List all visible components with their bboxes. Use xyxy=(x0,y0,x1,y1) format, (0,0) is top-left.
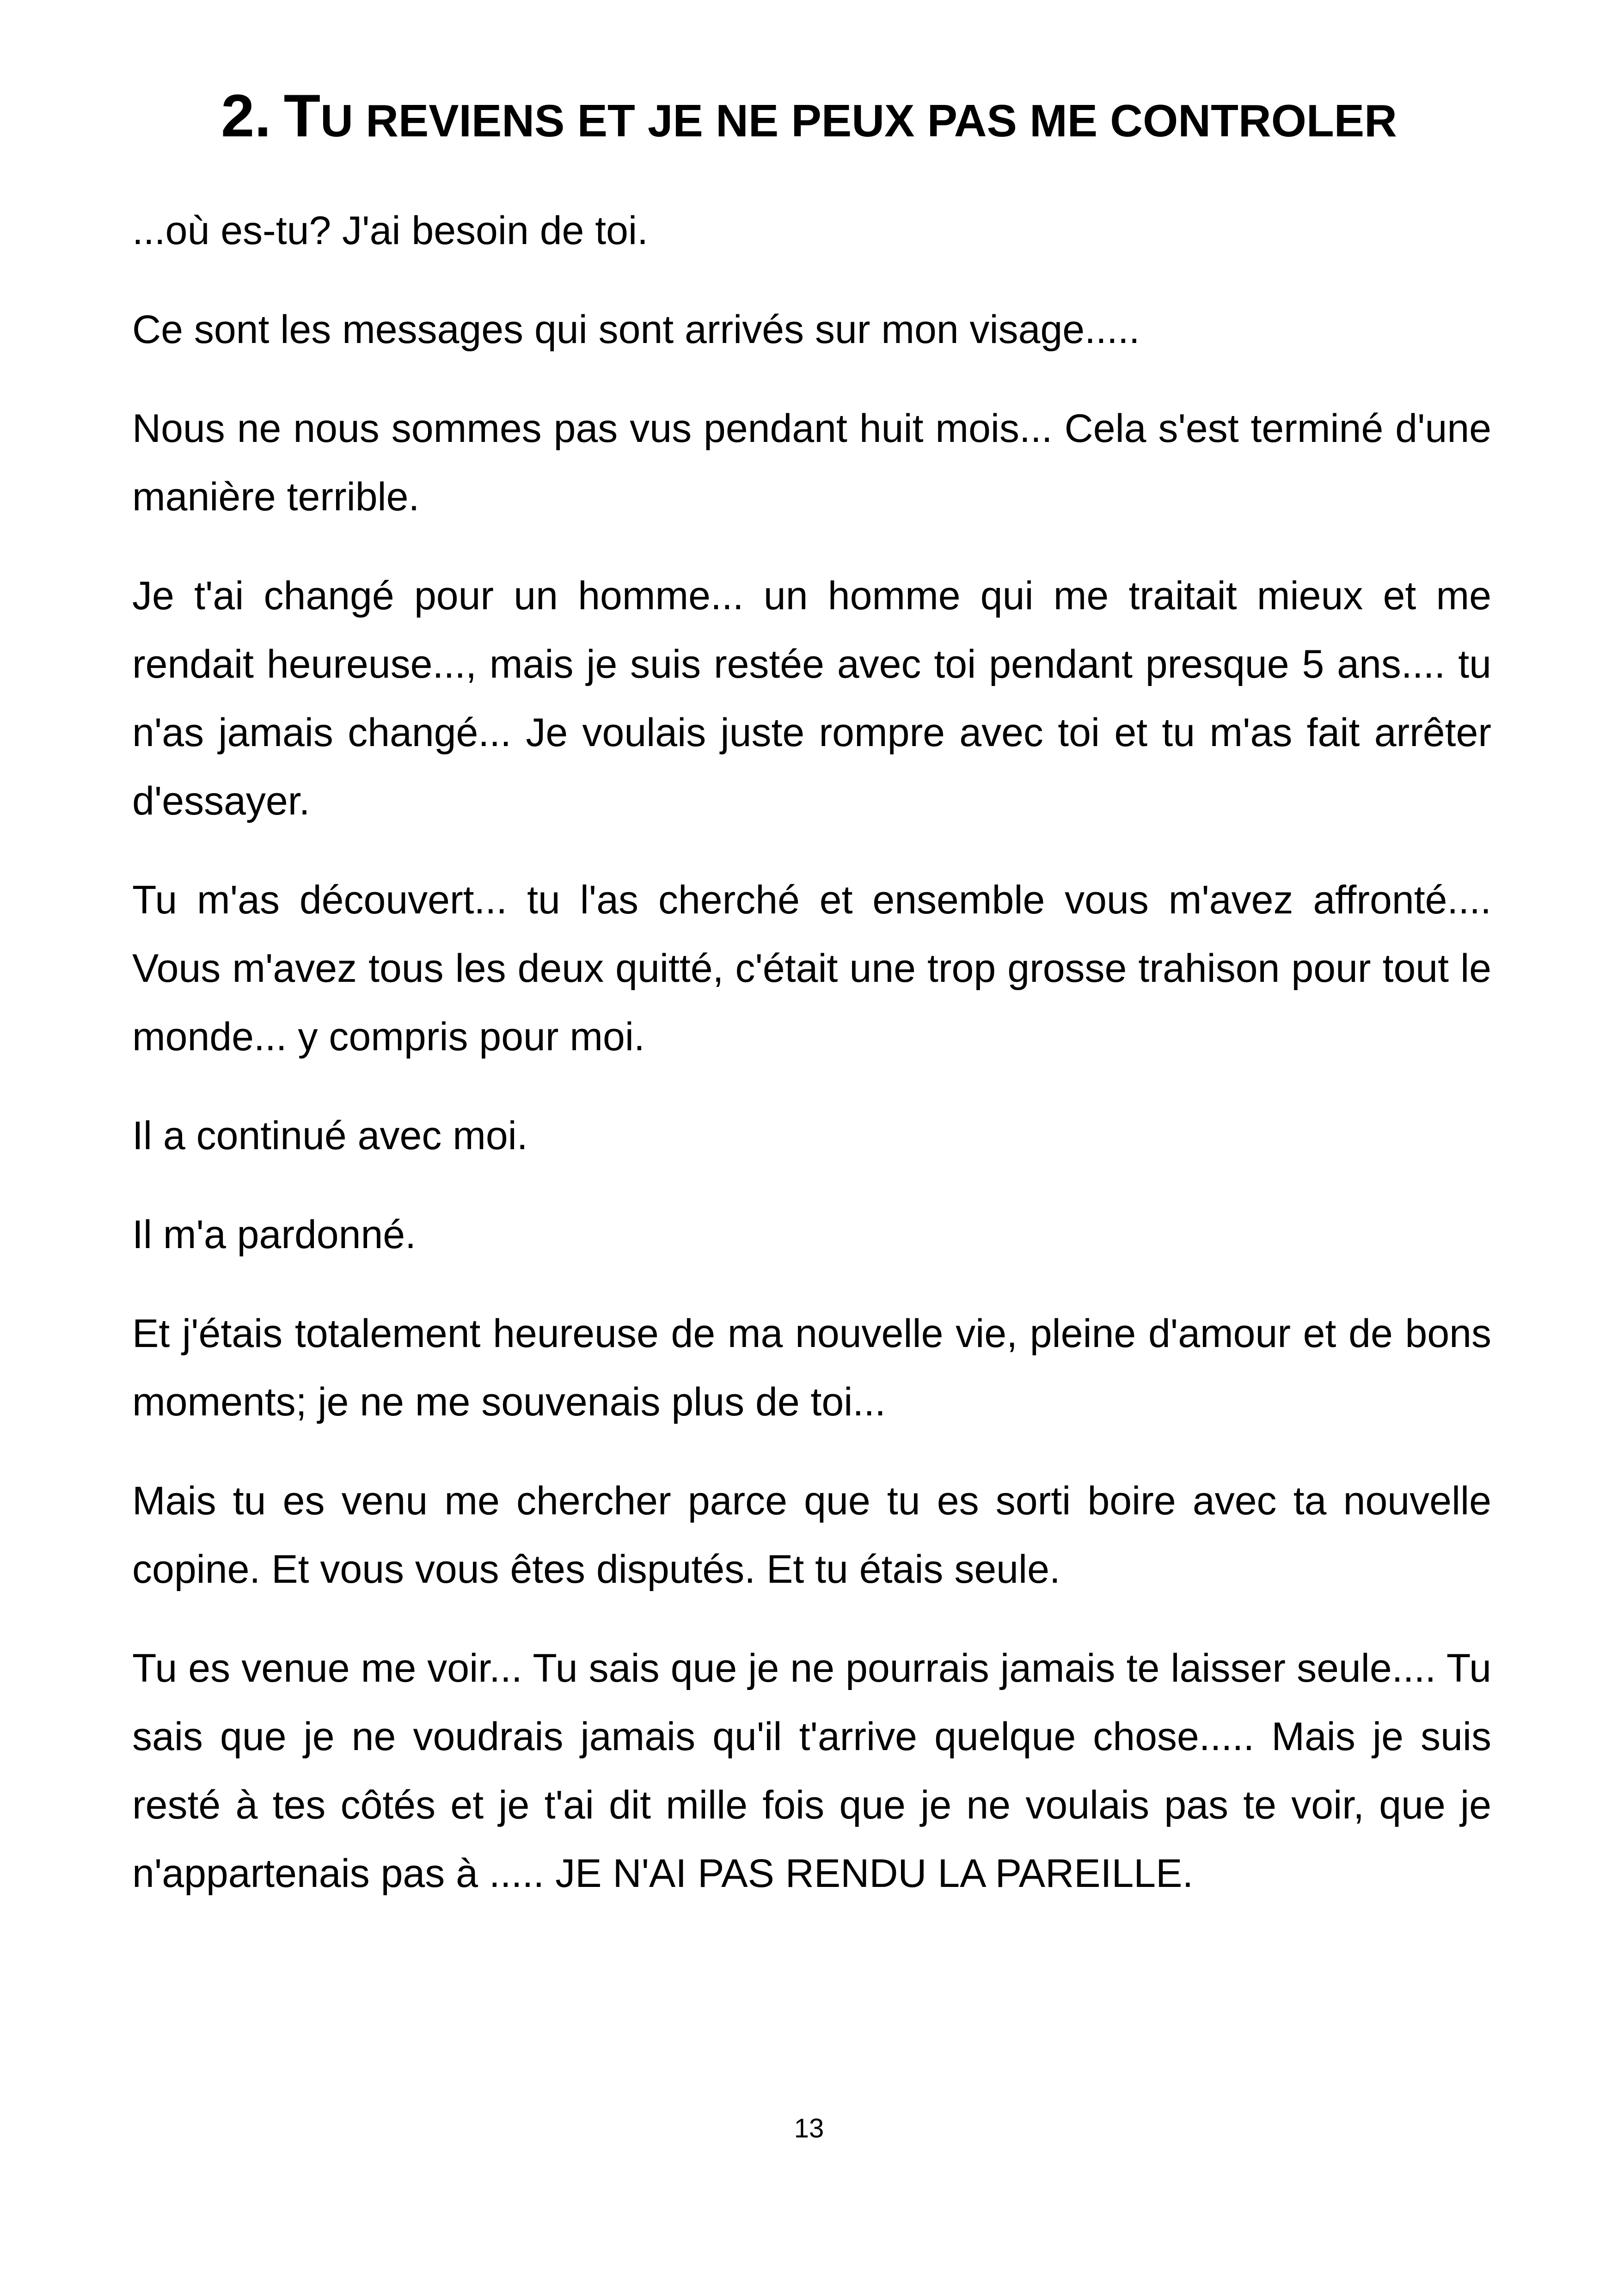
paragraph: Et j'étais totalement heureuse de ma nouvelle vie, pleine d'amour et de bons moments; je ne me souvenais plus de toi... xyxy=(132,1311,1491,1424)
chapter-title xyxy=(0,82,1618,149)
paragraph: Ce sont les messages qui sont arrivés sur mon visage..... xyxy=(132,307,1140,352)
chapter-title-text: U REVIENS ET JE NE PEUX PAS ME CONTROLER xyxy=(320,95,1397,146)
paragraph: Je t'ai changé pour un homme... un homme qui me traitait mieux et me rendait heureuse..., mais je suis restée avec toi pendant presque 5 ans.... tu n'as jamais changé... Je voulais juste rompre avec toi et tu m'as fait arrêter d'essayer. xyxy=(132,574,1491,823)
paragraph: Mais tu es venu me chercher parce que tu es sorti boire avec ta nouvelle copine. Et vous vous êtes disputés. Et tu étais seule. xyxy=(132,1479,1491,1592)
paragraph: Il a continué avec moi. xyxy=(132,1114,528,1158)
page-number: 13 xyxy=(794,2113,824,2143)
paragraph: Nous ne nous sommes pas vus pendant huit mois... Cela s'est terminé d'une manière terrible. xyxy=(132,406,1491,519)
chapter-body xyxy=(132,196,1491,1938)
paragraph: ...où es-tu? J'ai besoin de toi. xyxy=(132,208,648,253)
paragraph: Il m'a pardonné. xyxy=(132,1212,417,1257)
paragraph: Tu m'as découvert... tu l'as cherché et ensemble vous m'avez affronté.... Vous m'avez tous les deux quitté, c'était une trop grosse trahison pour tout le monde... y compris pour moi. xyxy=(132,878,1491,1059)
chapter-number: 2. xyxy=(221,82,271,149)
chapter-title-initial: T xyxy=(283,82,321,149)
paragraph: Tu es venue me voir... Tu sais que je ne pourrais jamais te laisser seule.... Tu sais que je ne voudrais jamais qu'il t'arrive quelque chose..... Mais je suis resté à tes côtés et je t'ai dit mille fois que je ne voulais pas te voir, que je n'appartenais pas à ..... JE N'AI PAS RENDU LA PAREILLE. xyxy=(132,1646,1491,1896)
